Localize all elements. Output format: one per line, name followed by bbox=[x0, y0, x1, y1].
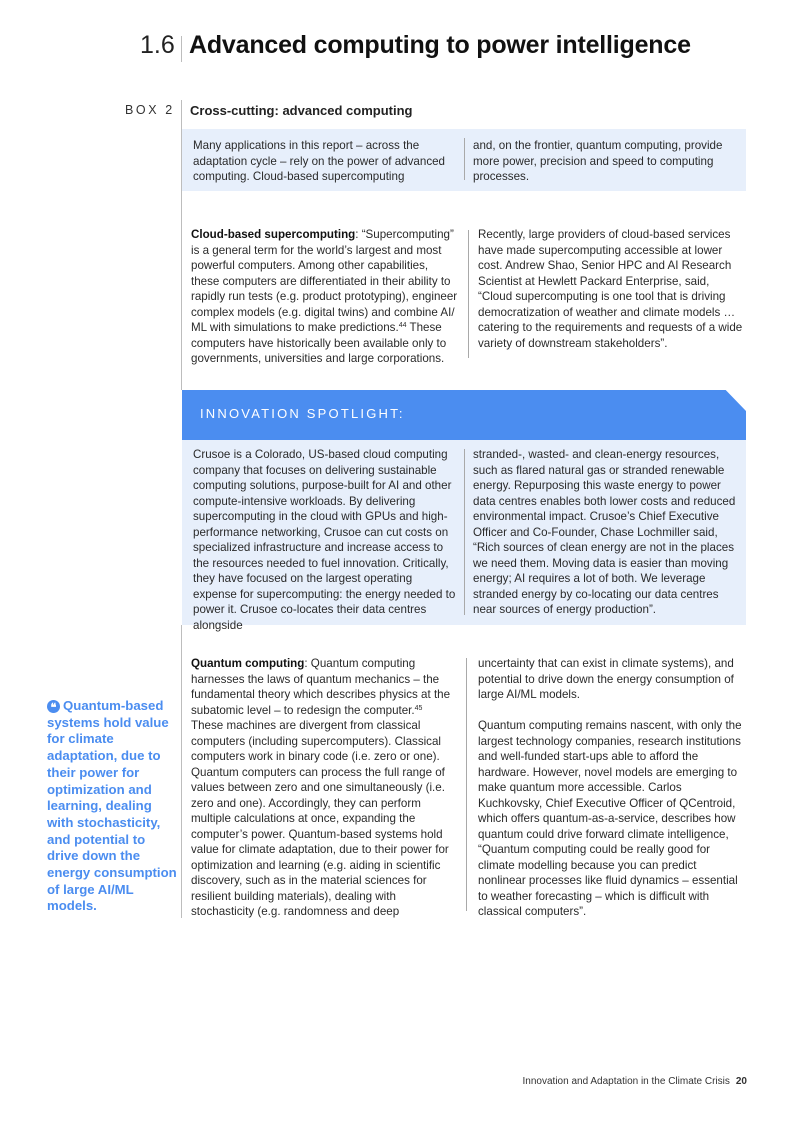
pull-quote-text: Quantum-based systems hold value for climate adaptation, due to their power for optimization and learning, dealing with stochasticity, and potential to drive down the energy consumption of large AI/ML models. bbox=[47, 698, 177, 914]
quantum-left-text: : Quantum computing harnesses the laws of quantum mechanics – the fundamental theory which describes physics at the subatomic level – to redesign the computer. bbox=[191, 657, 451, 717]
footnote-ref-45: 45 bbox=[414, 704, 423, 712]
spotlight-left-text: Crusoe is a Colorado, US-based cloud computing company that focuses on delivering sustainable computing solutions, purpose-built for AI and other compute-intensive workloads. By delivering supercomputing in the cloud with GPUs and high-performance networking, Crusoe can cut costs on specialized infrastructure and increase access to the resources needed to fuel innovation. Critically, they have focused on the largest operating expense for supercomputing: the energy needed to power it. Crusoe co-locates their data centres alongside bbox=[193, 448, 456, 632]
footer-title: Innovation and Adaptation in the Climate Crisis bbox=[522, 1076, 730, 1087]
page-number: 20 bbox=[735, 1076, 747, 1087]
quantum-right-p2: Quantum computing remains nascent, with only the largest technology companies, research institutions and well-funded start-ups able to afford the hardware. However, novel models are emerging to make quantum more accessible. Carlos Kuchkovsky, Chief Executive Officer of QCentroid, which offers quantum-as-a-service, describes how quantum could drive forward climate intelligence, “Quantum computing could be really good for climate modelling because you can predict nonlinear processes like fluid dynamics – essential to weather forecasting – which is difficult with classical computers”. bbox=[478, 719, 742, 918]
quantum-lead: Quantum computing bbox=[191, 657, 305, 670]
quantum-right-paragraphs bbox=[478, 656, 746, 920]
box-label: BOX 2 bbox=[125, 103, 175, 117]
quantum-right-p1: uncertainty that can exist in climate systems), and potential to drive down the energy consumption of large AI/ML models. bbox=[478, 657, 734, 701]
quantum-left-paragraph bbox=[191, 656, 457, 920]
pull-quote bbox=[47, 698, 177, 915]
spotlight-title: INNOVATION SPOTLIGHT: bbox=[200, 406, 405, 421]
cloud-right-paragraph: Recently, large providers of cloud-based services have made supercomputing accessible at lower cost. Andrew Shao, Senior HPC and AI Research Scientist at Hewlett Packard Enterprise, said, “Cloud supercomputing is one tool that is driving democratization of weather and climate models … catering to the requirements and requests of a wide variety of downstream stakeholders”. bbox=[478, 228, 743, 350]
vertical-rule-bottom bbox=[181, 625, 182, 918]
quantum-column-divider bbox=[466, 658, 467, 911]
intro-column-divider bbox=[464, 138, 465, 180]
intro-left-text: Many applications in this report – across the adaptation cycle – rely on the power of advanced computing. Cloud-based supercomputing bbox=[193, 139, 446, 183]
cloud-left-text: : “Supercomputing” is a general term for the world’s largest and most powerful computers. Among other capabilities, these computers are differentiated in their ability to rapidly run tests (e.g. product prototyping), engineer complex models (e.g. digital twins) and combine AI/ ML with simulations to make predictions. bbox=[191, 228, 458, 334]
section-title: Advanced computing to power intelligence bbox=[189, 31, 691, 59]
page-footer bbox=[523, 1076, 747, 1087]
intro-right-text: and, on the frontier, quantum computing, provide more power, precision and speed to computing processes. bbox=[473, 139, 723, 183]
footnote-ref-44: 44 bbox=[398, 322, 407, 329]
cloud-lead: Cloud-based supercomputing bbox=[191, 228, 356, 241]
spotlight-right-text: stranded-, wasted- and clean-energy resources, such as flared natural gas or stranded renewable energy. Repurposing this waste energy to power data centres enables both lower costs and reduced environmental impact. Crusoe’s Chief Executive Officer and Co-Founder, Chase Lochmiller said, “Rich sources of clean energy are not in the places we need them. Moving data is easier than moving energy; AI requires a lot of both. We leverage stranded energy by co-locating our data centres near sources of energy production”. bbox=[473, 448, 736, 616]
cloud-column-divider bbox=[468, 230, 469, 358]
spotlight-column-divider bbox=[464, 449, 465, 615]
quote-icon: ❝ bbox=[47, 700, 60, 713]
cloud-left-tail: These computers have historically been available only to governments, universities and large corporations. bbox=[191, 321, 447, 365]
quantum-left-tail: These machines are divergent from classical computers (including supercomputers). Classical computers work in binary code (i.e. zero or one). Quantum computers can process the full range of values between zero and one simultaneously (i.e. zero and one). Accordingly, they can perform multiple calculations at once, expanding the computer’s power. Quantum-based systems hold value for climate adaptation, due to their power for optimization and learning (e.g. aiding in scientific discovery, such as in the material sciences for resilient building materials), dealing with stochasticity (e.g. randomness and deep bbox=[191, 719, 449, 918]
section-number: 1.6 bbox=[140, 31, 175, 59]
heading-divider bbox=[181, 36, 182, 62]
box-title: Cross-cutting: advanced computing bbox=[190, 103, 413, 118]
cloud-left-paragraph bbox=[191, 227, 459, 367]
